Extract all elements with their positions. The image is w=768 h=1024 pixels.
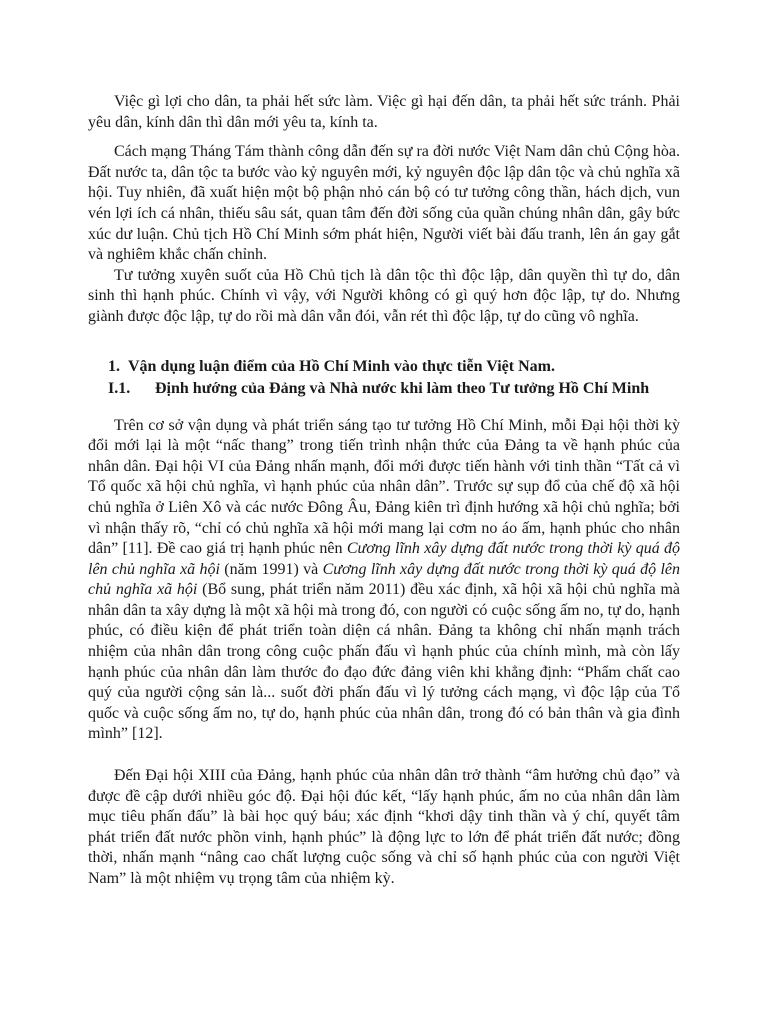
paragraph-4-italic-2: Cương lĩnh xây dựng đất nước trong thời kỳ quá độ lên chủ nghĩa xã hội [88, 560, 681, 599]
paragraph-2: Cách mạng Tháng Tám thành công dẫn đến sự ra đời nước Việt Nam dân chủ Cộng hòa. Đất nước ta, dân tộc ta bước vào kỷ nguyên mới, kỷ nguyên độc lập dân tộc và chủ nghĩa xã hội. Tuy nhiên, đã xuất hiện một bộ phận nhỏ cán bộ có tư tưởng công thần, hách dịch, vun vén lợi ích cá nhân, thiếu sâu sát, quan tâm đến đời sống của quần chúng nhân dân, gây bức xúc dư luận. Chủ tịch Hồ Chí Minh sớm phát hiện, Người viết bài đấu tranh, lên án gay gắt và nghiêm khắc chấn chỉnh. [88, 143, 680, 264]
section-heading-1-1-number: I.1. [108, 379, 131, 397]
paragraph-5: Đến Đại hội XIII của Đảng, hạnh phúc của nhân dân trở thành “âm hưởng chủ đạo” và được đề cập dưới nhiều góc độ. Đại hội đúc kết, “lấy hạnh phúc, ấm no của nhân dân làm mục tiêu phấn đấu” là bài học quý báu; xác định “khơi dậy tinh thần và ý chí, quyết tâm phát triển đất nước phồn vinh, hạnh phúc” là động lực to lớn để phát triển đất nước; đồng thời, nhấn mạnh “nâng cao chất lượng cuộc sống và chỉ số hạnh phúc của con người Việt Nam” là một nhiệm vụ trọng tâm của nhiệm kỳ. [88, 767, 680, 887]
paragraph-4-part-c: (Bổ sung, phát triển năm 2011) đều xác định, xã hội xã hội chủ nghĩa mà nhân dân ta xây dựng là một xã hội mà trong đó, con người có cuộc sống ấm no, tự do, hạnh phúc, có điều kiện để phát triển toàn diện cá nhân. Đảng ta không chỉ nhấn mạnh trách nhiệm của nhân dân trong công cuộc phấn đấu vì hạnh phúc của chính mình, mà còn lấy hạnh phúc của nhân dân làm thước đo đạo đức đảng viên khi khẳng định: “Phẩm chất cao quý của người cộng sản là... suốt đời phấn đấu vì lý tưởng cách mạng, vì độc lập của Tổ quốc và cuộc sống ấm no, tự do, hạnh phúc của nhân dân, trong đó có bản thân và gia đình mình” [12]. [88, 581, 681, 743]
section-heading-1 [88, 356, 680, 378]
paragraph-4 [88, 416, 680, 746]
section-heading-1-1 [88, 378, 680, 400]
section-heading-1-1-text: Định hướng của Đảng và Nhà nước khi làm theo Tư tưởng Hồ Chí Minh [155, 379, 650, 397]
paragraph-4-italic-1: Cương lĩnh xây dựng đất nước trong thời kỳ quá độ lên chủ nghĩa xã hội [88, 540, 680, 578]
paragraph-1: Việc gì lợi cho dân, ta phải hết sức làm. Việc gì hại đến dân, ta phải hết sức tránh. Phải yêu dân, kính dân thì dân mới yêu ta, kính ta. [88, 93, 680, 131]
section-heading-1-text: Vận dụng luận điểm của Hồ Chí Minh vào thực tiễn Việt Nam. [128, 357, 555, 375]
paragraph-4-part-a: Trên cơ sở vận dụng và phát triển sáng tạo tư tưởng Hồ Chí Minh, mỗi Đại hội thời kỳ đổi mới lại là một “nấc thang” trong tiến trình nhận thức của Đảng ta về hạnh phúc của nhân dân. Đại hội VI của Đảng nhấn mạnh, đổi mới được tiến hành với tinh thần “Tất cả vì Tổ quốc xã hội chủ nghĩa, vì hạnh phúc của nhân dân”. Trước sự sụp đổ của chế độ xã hội chủ nghĩa ở Liên Xô và các nước Đông Âu, Đảng kiên trì định hướng xã hội chủ nghĩa; bởi vì nhận thấy rõ, “chỉ có chủ nghĩa xã hội mới mang lại cơm no áo ấm, hạnh phúc cho nhân dân” [11]. Đề cao giá trị hạnh phúc nên [88, 416, 680, 558]
paragraph-4-part-b: (năm 1991) và [219, 560, 323, 578]
paragraph-3: Tư tưởng xuyên suốt của Hồ Chủ tịch là dân tộc thì độc lập, dân quyền thì tự do, dân sinh thì hạnh phúc. Chính vì vậy, với Người không có gì quý hơn độc lập, tự do. Nhưng giành được độc lập, tự do rồi mà dân vẫn đói, vẫn rét thì độc lập, tự do cũng vô nghĩa. [88, 266, 680, 325]
section-heading-1-number: 1. [108, 357, 120, 375]
